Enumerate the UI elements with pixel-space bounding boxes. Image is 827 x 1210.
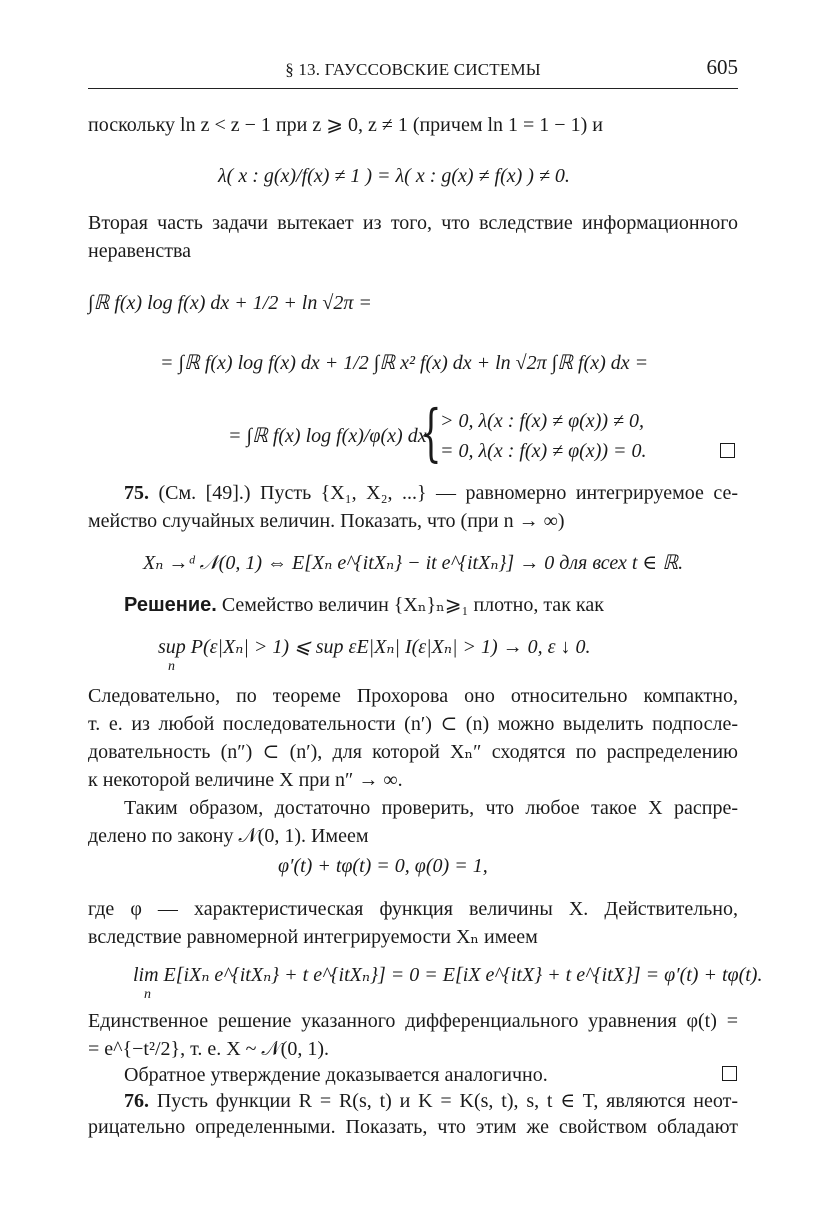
- equation-entropy-2: = ∫ℝ f(x) log f(x) dx + 1/2 ∫ℝ x² f(x) dx + ln √2π ∫ℝ f(x) dx =: [160, 352, 649, 374]
- text-line: вследствие равномерной интегрируемости Xₙ имеем: [88, 926, 538, 948]
- qed-square-icon: [722, 1066, 737, 1081]
- section-title: § 13. ГАУССОВСКИЕ СИСТЕМЫ: [285, 60, 541, 79]
- text-line: к некоторой величине X при n″ → ∞.: [88, 769, 403, 791]
- text-line: Обратное утверждение доказывается аналогично.: [124, 1064, 548, 1086]
- text-line: довательность (n″) ⊂ (n′), для которой Xₙ″ сходятся по распределению: [88, 741, 738, 763]
- text-line: неравенства: [88, 240, 192, 262]
- text-line: делено по закону 𝒩(0, 1). Имеем: [88, 825, 369, 847]
- text-line: = e^{−t²/2}, т. е. X ~ 𝒩(0, 1).: [88, 1038, 329, 1060]
- text-line: Следовательно, по теореме Прохорова оно относительно компактно,: [88, 685, 738, 707]
- equation-case-1: > 0, λ(x : f(x) ≠ φ(x)) ≠ 0,: [440, 410, 644, 432]
- solution-line: [88, 592, 738, 618]
- cases-brace: {: [420, 396, 442, 469]
- qed-square-icon: [720, 443, 735, 458]
- equation-entropy-1: ∫ℝ f(x) log f(x) dx + 1/2 + ln √2π =: [88, 292, 372, 314]
- problem-number: 76.: [124, 1090, 149, 1112]
- text-line: т. е. из любой последовательности (n′) ⊂ (n) можно выделить подпосле-: [88, 713, 738, 735]
- text-line: рицательно определенными. Показать, что этим же свойством обладают: [88, 1116, 738, 1138]
- text-line: где φ — характеристическая функция величины X. Действительно,: [88, 898, 738, 920]
- equation-ode: φ′(t) + tφ(t) = 0, φ(0) = 1,: [278, 855, 488, 877]
- problem-text: (См. [49].) Пусть {X₁, X₂, ...} — равномерно интегрируемое се-: [158, 482, 739, 504]
- solution-text: Семейство величин {Xₙ}ₙ⩾₁ плотно, так как: [221, 594, 604, 616]
- running-header: [88, 55, 738, 89]
- lim-subscript: n: [144, 987, 151, 1002]
- equation-lambda: λ( x : g(x)/f(x) ≠ 1 ) = λ( x : g(x) ≠ f(x) ) ≠ 0.: [218, 165, 570, 187]
- text-line: Таким образом, достаточно проверить, что любое такое X распре-: [124, 797, 738, 819]
- text-line: мейство случайных величин. Показать, что (при n → ∞): [88, 510, 565, 532]
- solution-label: Решение.: [124, 594, 217, 616]
- problem-text: Пусть функции R = R(s, t) и K = K(s, t), s, t ∈ T, являются неот-: [156, 1090, 739, 1112]
- page-number: 605: [706, 55, 738, 79]
- problem-75-line: [88, 480, 738, 506]
- text-line: поскольку ln z < z − 1 при z ⩾ 0, z ≠ 1 (причем ln 1 = 1 − 1) и: [88, 114, 603, 136]
- equation-sup: sup P(ε|Xₙ| > 1) ⩽ sup εE|Xₙ| I(ε|Xₙ| > 1) → 0, ε ↓ 0.: [158, 636, 591, 658]
- text-line: Единственное решение указанного дифференциального уравнения φ(t) =: [88, 1010, 738, 1032]
- equation-entropy-3: = ∫ℝ f(x) log f(x)/φ(x) dx: [228, 425, 427, 447]
- problem-number: 75.: [124, 482, 149, 504]
- sup-subscript: n: [168, 659, 175, 674]
- equation-limit: lim E[iXₙ e^{itXₙ} + t e^{itXₙ}] = 0 = E[iX e^{itX} + t e^{itX}] = φ′(t) + tφ(t).: [133, 964, 763, 986]
- problem-76-line: [88, 1088, 738, 1114]
- equation-convergence: Xₙ →ᵈ 𝒩(0, 1) ⇔ E[Xₙ e^{itXₙ} − it e^{itXₙ}] → 0 для всех t ∈ ℝ.: [143, 552, 684, 574]
- text-line: Вторая часть задачи вытекает из того, что вследствие информационного: [88, 212, 738, 234]
- equation-case-2: = 0, λ(x : f(x) ≠ φ(x)) = 0.: [440, 440, 647, 462]
